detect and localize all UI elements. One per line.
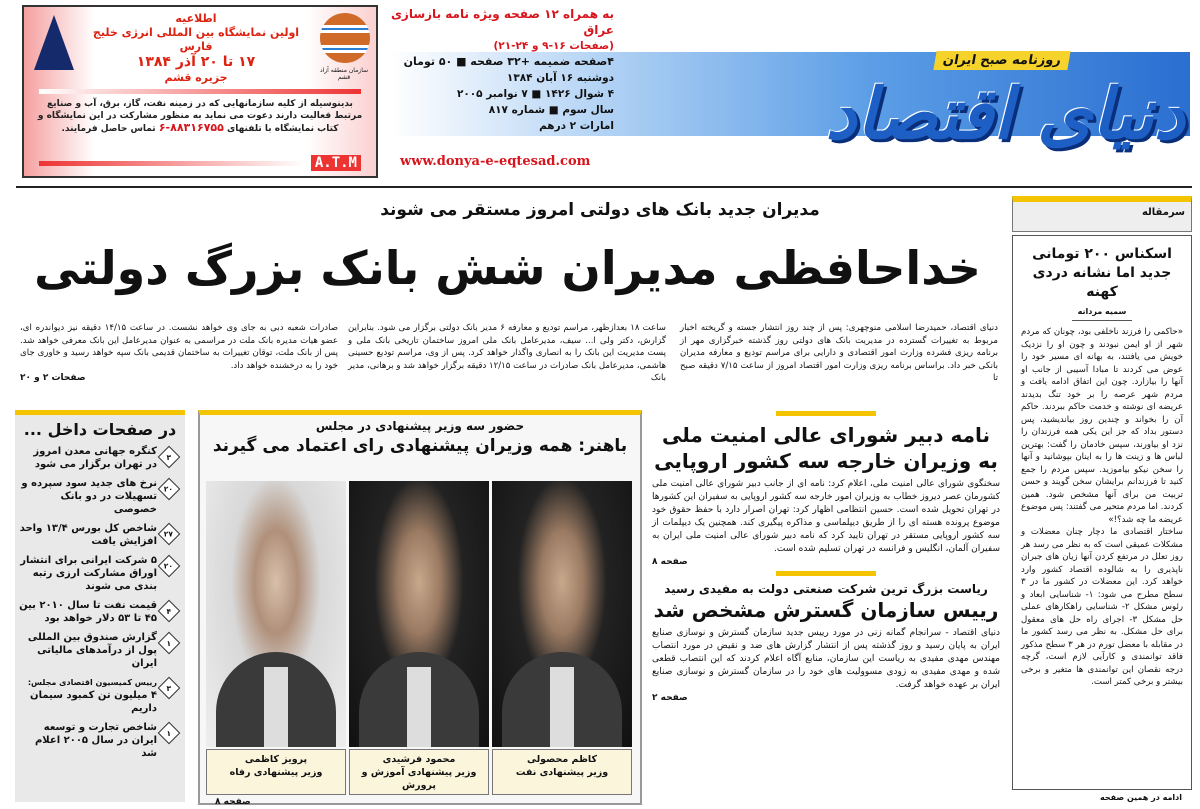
yellow-rule xyxy=(776,411,876,416)
date-lunar-gregorian: ۴ شوال ۱۴۲۶ ■ ۷ نوامبر ۲۰۰۵ xyxy=(456,88,614,100)
uae-price: امارات ۲ درهم xyxy=(539,120,614,132)
tagline-badge: روزنامه صبح ایران xyxy=(933,51,1070,70)
story3-kicker: ریاست بزرگ ترین شرکت صنعتی دولت به مفیدی رسید xyxy=(664,582,988,596)
story2-page-ref[interactable]: صفحه ۸ xyxy=(652,557,688,567)
page-badge: ۳ xyxy=(158,677,181,700)
inside-item[interactable]: ۳ کنگره جهانی معدن امروز در تهران برگزار می شود xyxy=(15,443,185,475)
page-badge: ۱ xyxy=(158,632,181,655)
editorial-paragraph: «حاکمی را فرزند ناخلفی بود، چونان که مردم شهر از او ایمن نبودند و چون او را نزدیک خویش می یافتند، به بهانه ای مسیر خود را عوض می کردند تا مبادا آسیبی از جانب او آنها را بیازارد. چون این اتفاق ادامه یافت و مردم شهر عرصه را بر خود تنگ بدیدند عریضه ای نوشته و خدمت حاکم ببردند. حاکم آن را بخواند و چندین روز بیاندیشید، پس دستور بداد که جز این یکی همه فرزندان را نزد او بیاورند، سپس خادمان را گفت: بهترین لباس ها و زینت ها را به اینان بپوشانید و آنها را سخن نیکو بیاموزید. سپس مردم را جمع کنید تا فرزندانم برایشان سخن گویند و حسن تربیت من برای آنها مشخص شود. همین کردند. اما مردم متحیر می گفتند: پس موضوع عریضه ما چه شد؟!» xyxy=(1021,327,1183,525)
ad-title: اطلاعیه xyxy=(175,12,217,25)
story2-headline[interactable]: نامه دبیر شورای عالی امنیت ملی به وزیران خارجه سه کشور اروپایی xyxy=(654,423,998,473)
center-column xyxy=(652,411,1000,805)
divider xyxy=(39,89,361,94)
portrait-photo xyxy=(492,481,632,747)
story3-page-ref[interactable]: صفحه ۲ xyxy=(652,693,688,703)
inside-item[interactable]: ۱ شاخص تجارت و توسعه ایران در سال ۲۰۰۵ اعلام شد xyxy=(15,719,185,764)
lead-column-2: ساعت ۱۸ بعدازظهر، مراسم تودیع و معارفه ۶ مدیر بانک دولتی برگزار می شود. بنابراین گزارش، دکتر ولی ا... سیف، مدیرعامل بانک ملی امروز ساختمان تاریخی بانک ملی و پست مدیریت این بانک را به انصاری واگذار خواهد کرد. پس از وی، مراسم تودیع حسینی هاشمی، مدیرعامل بانک صادرات در ساعت ۱۲/۱۵ دقیقه برگزار خواهد شد و برهانی، مدیر بانک xyxy=(348,323,667,383)
price-info: ۴صفحه ضمیمه +۳۲ صفحه ■ ۵۰ تومان xyxy=(403,55,614,68)
expo-logo xyxy=(320,13,370,63)
divider xyxy=(39,161,305,166)
supplement-pages: (صفحات ۱۶-۹ و ۲۴-۲۱) xyxy=(493,40,614,52)
lead-headline[interactable]: خداحافظی مدیران شش بانک بزرگ دولتی xyxy=(34,241,981,295)
story3-headline[interactable]: رییس سازمان گسترش مشخص شد xyxy=(653,598,999,622)
inside-item[interactable]: ۲۰ نرخ های جدید سود سپرده و تسهیلات در دو بانک خصوصی xyxy=(15,475,185,520)
ad-brand: A.T.M xyxy=(311,155,361,171)
lead-column-3: صادرات شعبه دبی به جای وی خواهد نشست. در ساعت ۱۴/۱۵ دقیقه نیز دیواندره ای، عضو هیات مدیره بانک ملت در مراسمی به عنوان مدیرعامل این بانک معرفی خواهد شد. پس از بانک ملت، توقان تغییرات به ساختمان قدیمی بانک سپه خواهد رسید و خاوری جای خود را به درخشنده خواهد داد. xyxy=(20,323,338,371)
ministers-photo-story xyxy=(198,410,642,805)
ad-body: بدینوسیله از کلیه سازمانهایی که در زمینه نفت، گاز، برق، آب و صنایع مرتبط فعالیت دارند دعوت می نماید به منظور مشارکت در این نمایشگاه و کتاب نمایشگاه با تلفنهای ۸۸۳۱۶۷۵۵-۶ تماس حاصل فرمایند. xyxy=(37,99,363,134)
inside-item[interactable]: ۲۰ ۵ شرکت ایرانی برای انتشار اوراق مشارکت ارزی رتبه بندی می شوند xyxy=(15,552,185,597)
lead-page-ref[interactable]: صفحات ۲ و ۲۰ xyxy=(20,373,86,383)
portrait-photo xyxy=(206,481,346,747)
inside-item[interactable]: ۳ رییس کمیسیون اقتصادی مجلس: ۴ میلیون تن کمبود سیمان داریم xyxy=(15,674,185,719)
story2-body: سخنگوی شورای عالی امنیت ملی، اعلام کرد: نامه ای از جانب دبیر شورای عالی امنیت ملی کشورمان عصر دیروز خطاب به وزیران امور خارجه سه کشور اروپایی به سفیران این کشورها در تهران تحویل شده است. حسین انتظامی اظهار کرد: تهران اصرار دارد با حفظ حقوق خود موضوع پرونده هسته ای را از طریق دیپلماسی و مذاکره پیگیری کند. همچنین یک دیپلمات از سه کشور اروپایی مستقر در تهران تایید کرد که نامه دبیر شورای عالی امنیت ملی ایران به سفیران آلمان، انگلیس و فرانسه در تهران تسلیم شده است. xyxy=(652,479,1000,554)
inside-pages-box xyxy=(15,410,185,802)
photo-caption: محمود فرشیدی وزیر پیشنهادی آموزش و پرورش xyxy=(349,749,489,795)
inside-item[interactable]: ۲۷ شاخص کل بورس ۱۳/۴ واحد افزایش یافت xyxy=(15,520,185,552)
page-badge: ۴ xyxy=(158,600,181,623)
editorial-author: سمیه مردانه xyxy=(1072,307,1132,321)
lead-column-1: دنیای اقتصاد، حمیدرضا اسلامی منوچهری: پس از چند روز انتشار جسته و گریخته اخبار مربوط به تغییرات گسترده در مدیریت بانک های دولتی روز گذشته خبرگزاری مهر از برنامه ریزی فشرده وزارت امور اقتصادی و دارایی برای مراسم تودیع و معارفه مدیران بانکی خبر داد. براساس برنامه ریزی وزارت امور اقتصاد امروز از ساعت ۷/۱۵ دقیقه صبح تا xyxy=(680,323,998,383)
inside-item[interactable]: ۱ گزارش صندوق بین المللی پول از درآمدهای مالیاتی ایران xyxy=(15,629,185,674)
page-badge: ۲۰ xyxy=(158,555,181,578)
page-badge: ۳ xyxy=(158,446,181,469)
page-badge: ۱ xyxy=(158,722,181,745)
ad-org: سازمان منطقه آزاد قشم xyxy=(319,67,369,81)
masthead-info xyxy=(388,6,614,134)
portrait-photo xyxy=(349,481,489,747)
photo-caption: کاظم محصولی وزیر پیشنهادی نفت xyxy=(492,749,632,795)
website-link[interactable]: www.donya-e-eqtesad.com xyxy=(400,154,591,169)
editorial-title[interactable]: اسکناس ۲۰۰ تومانی جدید اما نشانه دردی کهنه xyxy=(1032,246,1172,300)
editorial-column xyxy=(1012,196,1192,803)
advertisement-energy-expo[interactable] xyxy=(22,5,378,178)
page-badge: ۲۷ xyxy=(158,523,181,546)
photo-page-ref[interactable]: صفحه ۸ xyxy=(215,797,251,807)
supplement-note: به همراه ۱۲ صفحه ویژه نامه بازسازی عراق xyxy=(390,7,614,37)
inside-item[interactable]: ۴ قیمت نفت تا سال ۲۰۱۰ بین ۴۵ تا ۵۳ دلار خواهد بود xyxy=(15,597,185,629)
issue-number: سال سوم ■ شماره ۸۱۷ xyxy=(488,104,614,116)
date-persian: دوشنبه ۱۶ آبان ۱۳۸۴ xyxy=(506,72,614,84)
editorial-paragraph: ساختار اقتصادی ما دچار چنان معضلات و مشکلات عمیقی است که به نظر می رسد هر روز تعلل در مرتفع کردن آنها زیان های جبران ناپذیری را به شالوده اقتصاد کشور وارد خواهد کرد. این معضلات در کشور ما در ۳ سطح مطرح می شود: ۱- شناسایی ابعاد و رئوس مشکل ۲- شناسایی راهکارهای عملی حل مشکل ۳- اجرای راه حل های معقول برای حل مشکل. به نظر می رسد کشور ما در مقابله با معضل تورم در هر ۳ سطح مذکور فاقد توانمندی و کارآیی لازم است، گرچه درجه نقصان این توانمندی ها متغیر و برخی بیشتر و برخی کمتر است. xyxy=(1021,527,1183,687)
editorial-section-label: سرمقاله xyxy=(1012,196,1192,232)
lead-kicker: مدیران جدید بانک های دولتی امروز مستقر می شوند xyxy=(380,200,820,220)
newspaper-logo[interactable]: دنیای اقتصاد xyxy=(825,72,1185,155)
photo-caption: پرویز کاظمی وزیر پیشنهادی رفاه xyxy=(206,749,346,795)
continued-link[interactable]: ادامه در همین صفحه xyxy=(1100,793,1182,802)
ad-place: جزیره قشم xyxy=(164,71,228,84)
lead-column-3-wrap xyxy=(20,322,338,385)
yellow-rule xyxy=(776,571,876,576)
story3-body: دنیای اقتصاد - سرانجام گمانه زنی در مورد رییس جدید سازمان گسترش و نوسازی صنایع ایران به پایان رسید و روز گذشته پس از انتشار گزارش های ضد و نقیض در مورد انتصاب مهندس مهدی مفیدی به ریاست این سازمان، منابع آگاه اعلام کردند که این انتصاب قطعی شده و مهدی مفیدی به زودی مسوولیت های خود را در سازمان گسترش و نوسازی صنایع ایران بر عهده خواهد گرفت. xyxy=(652,628,1000,690)
oil-drop-logo xyxy=(34,15,74,70)
inside-title: در صفحات داخل ... xyxy=(23,420,177,439)
photo-kicker: حضور سه وزیر پیشنهادی در مجلس xyxy=(315,419,525,433)
ad-dates: ۱۷ تا ۲۰ آذر ۱۳۸۴ xyxy=(136,54,256,70)
ad-headline: اولین نمایشگاه بین المللی انرژی خلیج فارس xyxy=(92,26,300,53)
page-badge: ۲۰ xyxy=(158,478,181,501)
masthead-rule xyxy=(16,186,1192,188)
photo-headline[interactable]: باهنر: همه وزیران پیشنهادی رای اعتماد می گیرند xyxy=(212,436,628,456)
